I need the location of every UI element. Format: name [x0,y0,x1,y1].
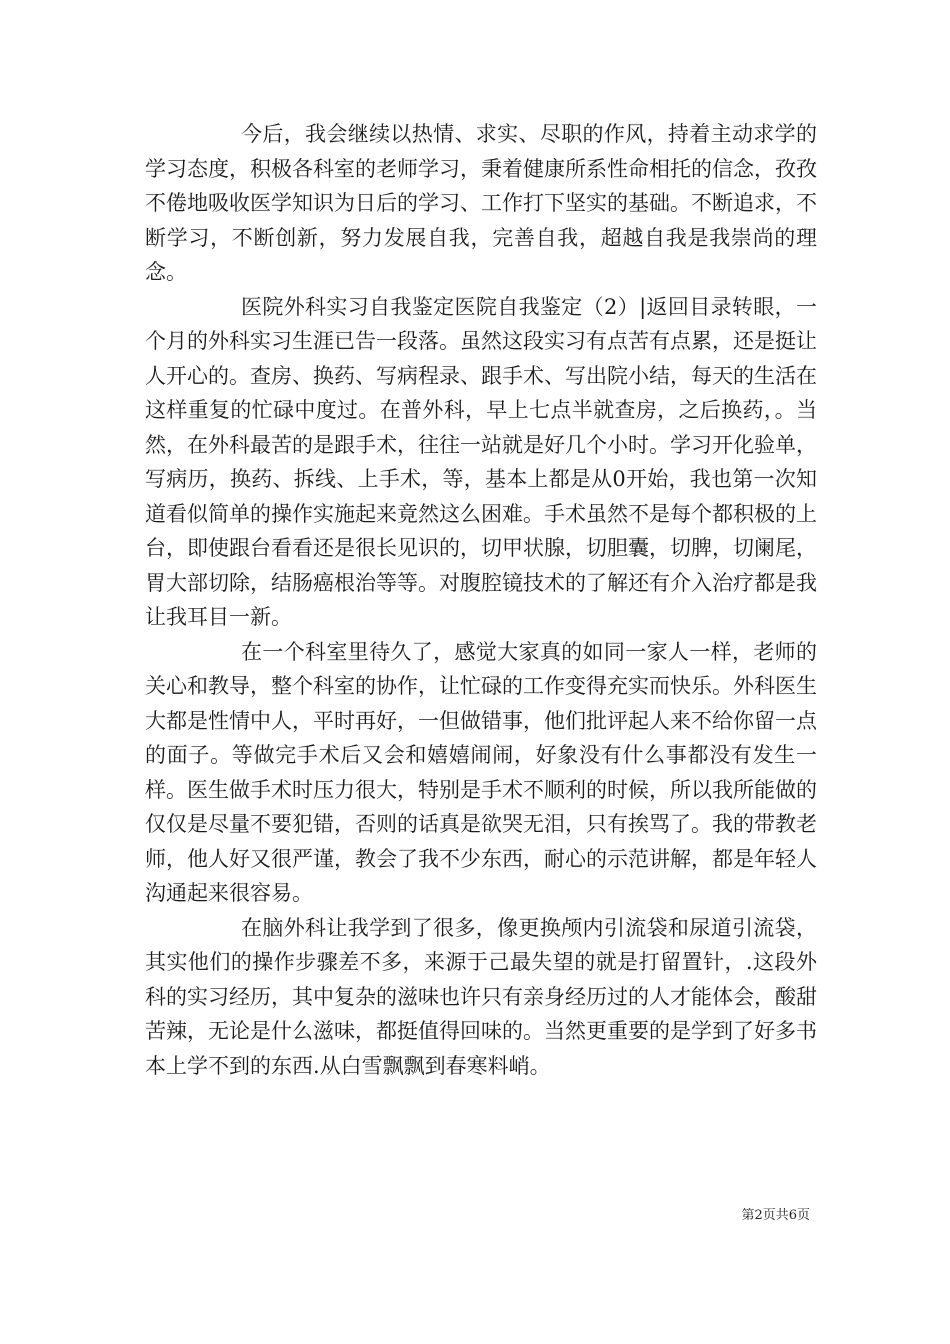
paragraph-3: 在一个科室里待久了，感觉大家真的如同一家人一样，老师的关心和教导，整个科室的协作，让忙碌的工作变得充实而快乐。外科医生大都是性情中人，平时再好，一但做错事，他们批评起人来不给你留一点的面子。等做完手术后又会和嬉嬉闹闹，好象没有什么事都没有发生一样。医生做手术时压力很大，特别是手术不顺利的时候，所以我所能做的仅仅是尽量不要犯错，否则的话真是欲哭无泪，只有挨骂了。我的带教老师，他人好又很严谨，教会了我不少东西，耐心的示范讲解，都是年轻人沟通起来很容易。 [145,639,817,905]
document-body [145,117,817,1083]
paragraph-2: 医院外科实习自我鉴定医院自我鉴定（2）|返回目录转眼，一个月的外科实习生涯已告一段落。虽然这段实习有点苦有点累，还是挺让人开心的。查房、换药、写病程录、跟手术、写出院小结，每天的生活在这样重复的忙碌中度过。在普外科，早上七点半就查房，之后换药，。当然，在外科最苦的是跟手术，往往一站就是好几个小时。学习开化验单，写病历，换药、拆线、上手术，等，基本上都是从0开始，我也第一次知道看似简单的操作实施起来竟然这么困难。手术虽然不是每个都积极的上台，即使跟台看看还是很长见识的，切甲状腺，切胆囊，切脾，切阑尾，胃大部切除，结肠癌根治等等。对腹腔镜技术的了解还有介入治疗都是我让我耳目一新。 [145,294,817,629]
paragraph-1: 今后，我会继续以热情、求实、尽职的作风，持着主动求学的学习态度，积极各科室的老师学习，秉着健康所系性命相托的信念，孜孜不倦地吸收医学知识为日后的学习、工作打下坚实的基础。不断追求，不断学习，不断创新，努力发展自我，完善自我，超越自我是我崇尚的理念。 [145,122,817,284]
paragraph-4: 在脑外科让我学到了很多，像更换颅内引流袋和尿道引流袋，其实他们的操作步骤差不多，来源于己最失望的就是打留置针，.这段外科的实习经历，其中复杂的滋味也许只有亲身经历过的人才能体会，酸甜苦辣，无论是什么滋味，都挺值得回味的。当然更重要的是学到了好多书本上学不到的东西.从白雪飘飘到春寒料峭。 [145,915,817,1078]
page-number-footer: 第2页共6页 [741,1208,810,1223]
